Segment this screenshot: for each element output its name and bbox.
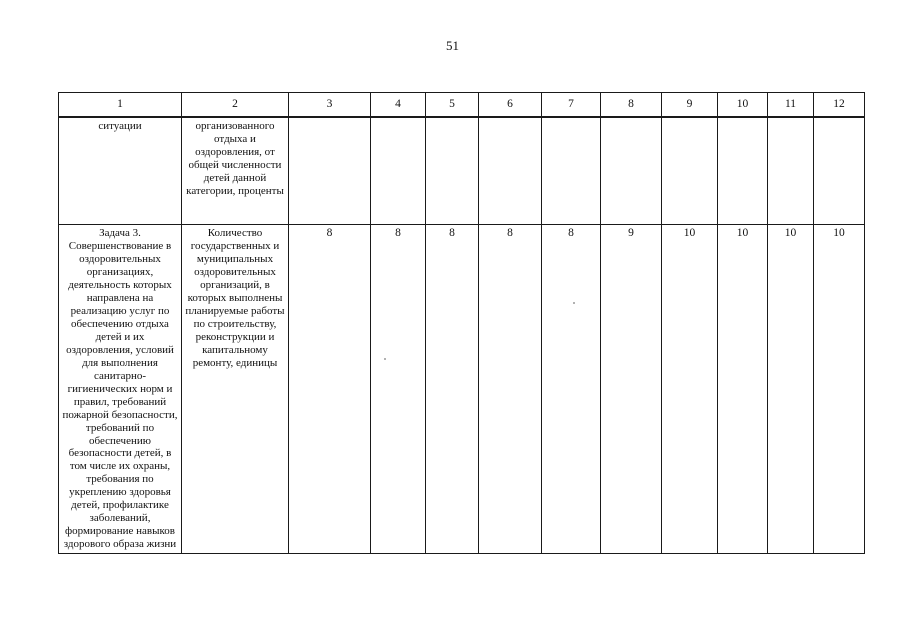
header-cell: 7 xyxy=(542,93,601,118)
header-cell: 2 xyxy=(182,93,289,118)
value-cell: 8 xyxy=(426,225,479,554)
header-cell: 8 xyxy=(601,93,662,118)
task-cell: ситуации xyxy=(59,117,182,225)
value-cell xyxy=(371,117,426,225)
table-header-row xyxy=(59,93,865,118)
value-cell: 9 xyxy=(601,225,662,554)
value-cell xyxy=(718,117,768,225)
indicator-cell: организованного отдыха и оздоровления, от общей численности детей данной категории, проценты xyxy=(182,117,289,225)
header-cell: 10 xyxy=(718,93,768,118)
header-cell: 11 xyxy=(768,93,814,118)
indicator-cell: Количество государственных и муниципальных оздоровительных организаций, в которых выполнены планируемые работы по строительству, реконструкции и капитальному ремонту, единицы xyxy=(182,225,289,554)
value-cell: 8 xyxy=(479,225,542,554)
header-cell: 9 xyxy=(662,93,718,118)
header-cell: 6 xyxy=(479,93,542,118)
value-cell xyxy=(814,117,865,225)
header-cell: 4 xyxy=(371,93,426,118)
header-cell: 1 xyxy=(59,93,182,118)
value-cell xyxy=(662,117,718,225)
value-cell xyxy=(426,117,479,225)
value-cell xyxy=(289,117,371,225)
value-cell: 8 xyxy=(542,225,601,554)
task-cell: Задача 3. Совершенствование в оздоровительных организациях, деятельность которых направлена на реализацию услуг по обеспечению отдыха детей и их оздоровления, условий для выполнения санитарно-гигиенических норм и правил, требований пожарной безопасности, требований по обеспечению безопасности детей, в том числе их охраны, требования по укреплению здоровья детей, профилактике заболеваний, формирование навыков здорового образа жизни xyxy=(59,225,182,554)
value-cell: 8 xyxy=(289,225,371,554)
page-number: 51 xyxy=(446,38,459,53)
value-cell: 10 xyxy=(768,225,814,554)
value-cell: 10 xyxy=(814,225,865,554)
value-cell: 10 xyxy=(662,225,718,554)
value-cell: 10 xyxy=(718,225,768,554)
indicators-table xyxy=(58,92,865,554)
table-row xyxy=(59,225,865,554)
value-cell: 8 xyxy=(371,225,426,554)
value-cell xyxy=(768,117,814,225)
scan-speck xyxy=(573,302,575,304)
table-row xyxy=(59,117,865,225)
scan-speck xyxy=(384,358,386,360)
value-cell xyxy=(542,117,601,225)
value-cell xyxy=(479,117,542,225)
header-cell: 3 xyxy=(289,93,371,118)
header-cell: 12 xyxy=(814,93,865,118)
value-cell xyxy=(601,117,662,225)
header-cell: 5 xyxy=(426,93,479,118)
